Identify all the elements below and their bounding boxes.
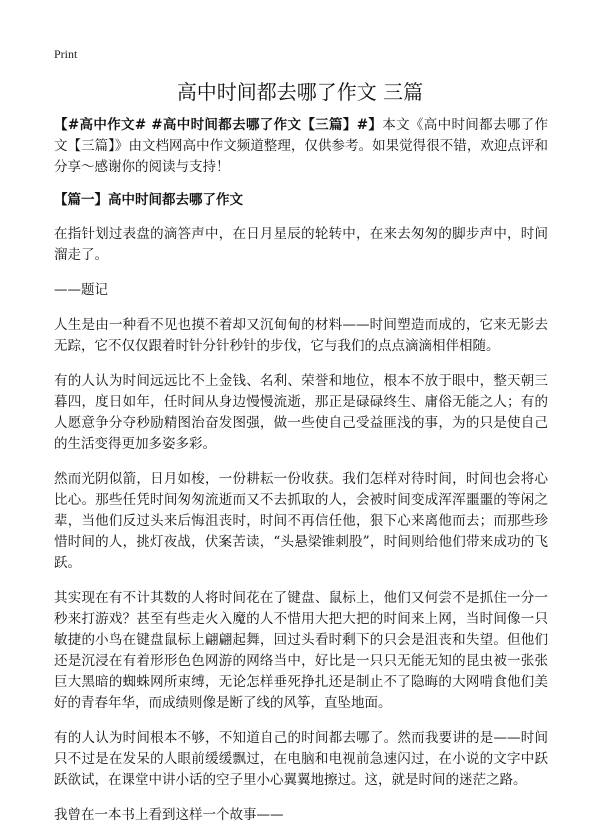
section-heading: 【篇一】高中时间都去哪了作文 [54,192,243,208]
paragraph-2: 人生是由一种看不见也摸不着却又沉甸甸的材料——时间塑造而成的，它来无影去无踪，它不仅仅跟着时针分针秒针的步伐，它与我们的点点滴滴相伴相随。 [54,317,548,354]
intro-tags: 【#高中作文# #高中时间都去哪了作文【三篇】#】 [54,117,383,133]
print-link[interactable]: Print [54,47,78,61]
paragraph-4: 然而光阴似箭，日月如梭，一份耕耘一份收获。我们怎样对待时间，时间也会将心比心。那些任凭时间匆匆流逝而又不去抓取的人，会被时间变成浑浑噩噩的等闲之辈，当他们反过头来后悔沮丧时，时间不再信任他，狠下心来离他而去；而那些珍惜时间的人，挑灯夜战，伏案苦读，“头悬梁锥刺股”，时间则给他们带来成功的飞跃。 [54,471,548,571]
paragraph-7: 我曾在一本书上看到这样一个故事—— [54,807,284,823]
intro-paragraph [54,115,548,178]
paragraph-epigraph: ——题记 [54,282,108,298]
paragraph-6: 有的人认为时间根本不够，不知道自己的时间都去哪了。然而我要讲的是——时间只不过是在发呆的人眼前缓缓飘过，在电脑和电视前急速闪过，在小说的文字中跃跃欲试，在课堂中讲小话的空子里小心翼翼地擦过。这，就是时间的迷茫之路。 [54,730,548,788]
intro-text: 本文《高中时间都去哪了作文【三篇】》由文档网高中作文频道整理，仅供参考。如果觉得很不错，欢迎点评和分享～感谢你的阅读与支持！ [54,117,549,175]
paragraph-5: 其实现在有不计其数的人将时间花在了键盘、鼠标上，他们又何尝不是抓住一分一秒来打游戏？甚至有些走火入魔的人不惜用大把大把的时间来上网，当时间像一只敏捷的小鸟在键盘鼠标上翩翩起舞，回过头看时剩下的只会是沮丧和失望。但他们还是沉浸在有着形形色色网游的网络当中，好比是一只只无能无知的昆虫被一张张巨大黑暗的蜘蛛网所束缚，无论怎样垂死挣扎还是制止不了隐晦的大网啃食他们美好的青春年华，而成绩则像是断了线的风筝，直坠地面。 [54,590,548,711]
article-body [54,115,548,840]
paragraph-3: 有的人认为时间远远比不上金钱、名利、荣誉和地位，根本不放于眼中，整天朝三暮四，度日如年，任时间从身边慢慢流逝，那正是碌碌终生、庸俗无能之人；有的人愿意争分夺秒励精图治奋发图强，做一些使自己受益匪浅的事，为的只是使自己的生活变得更加多姿多彩。 [54,373,548,452]
page-title: 高中时间都去哪了作文 三篇 [176,80,424,104]
paragraph-1: 在指针划过表盘的滴答声中，在日月星辰的轮转中，在来去匆匆的脚步声中，时间溜走了。 [54,226,548,263]
